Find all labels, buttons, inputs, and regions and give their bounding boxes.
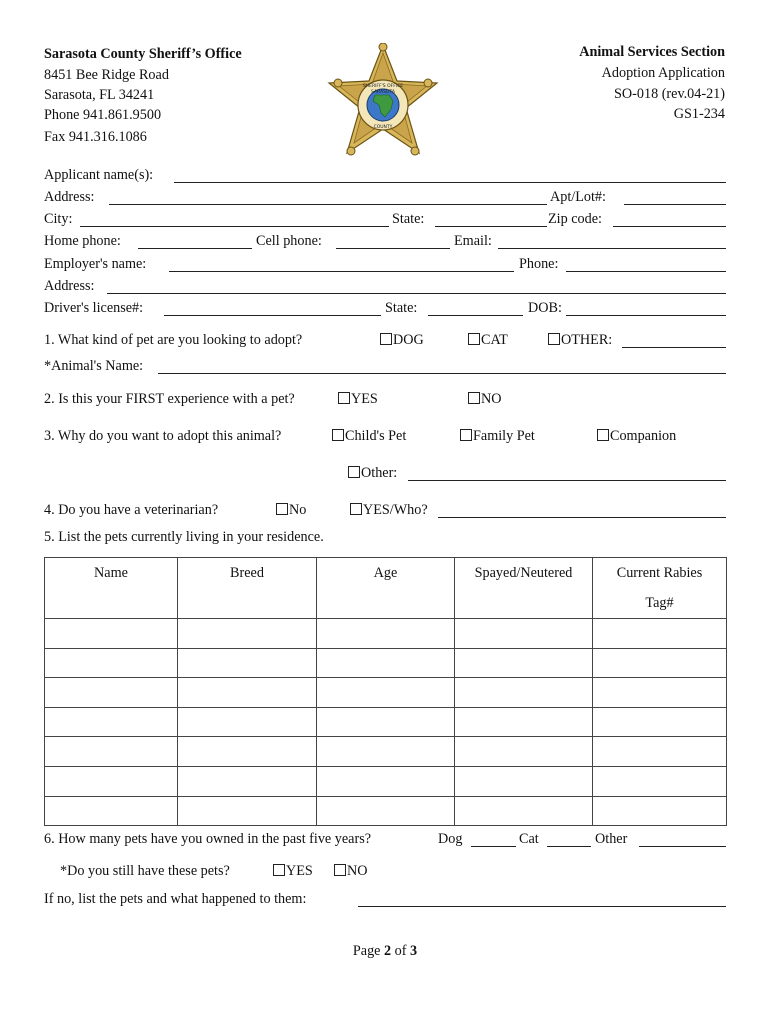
- table-cell[interactable]: [45, 737, 178, 767]
- q6-other-field[interactable]: [639, 846, 726, 847]
- page-total: 3: [410, 943, 418, 959]
- license-state-label: State:: [385, 300, 418, 316]
- table-cell[interactable]: [593, 707, 727, 737]
- q1-cat-label: CAT: [481, 332, 508, 348]
- table-cell[interactable]: [317, 737, 455, 767]
- q1-other-field[interactable]: [622, 347, 726, 348]
- table-cell[interactable]: [178, 737, 317, 767]
- q3-other-field[interactable]: [408, 480, 726, 481]
- table-cell[interactable]: [455, 619, 593, 649]
- table-row: [45, 796, 727, 826]
- table-cell[interactable]: [178, 648, 317, 678]
- applicant-name-label: Applicant name(s):: [44, 167, 154, 183]
- checkbox[interactable]: [276, 503, 288, 515]
- q2-no-option[interactable]: [468, 391, 502, 408]
- q4-no-label: No: [289, 502, 307, 518]
- applicant-name-field[interactable]: [174, 182, 726, 183]
- license-state-field[interactable]: [428, 315, 523, 316]
- q1-dog-label: DOG: [393, 332, 424, 348]
- q4-vet-field[interactable]: [438, 517, 726, 518]
- employer-address-field[interactable]: [107, 293, 726, 294]
- badge-text-mid: SARASOTA: [371, 90, 395, 95]
- checkbox[interactable]: [332, 429, 344, 441]
- table-cell[interactable]: [178, 707, 317, 737]
- page-of: of: [391, 943, 411, 959]
- table-cell[interactable]: [45, 648, 178, 678]
- q6-yes-label: YES: [286, 863, 313, 879]
- city-label: City:: [44, 211, 73, 227]
- table-cell[interactable]: [178, 796, 317, 826]
- q2-label: 2. Is this your FIRST experience with a pet?: [44, 391, 295, 407]
- city-field[interactable]: [80, 226, 389, 227]
- table-cell[interactable]: [178, 678, 317, 708]
- license-label: Driver's license#:: [44, 300, 144, 316]
- org-address: 8451 Bee Ridge Road: [44, 67, 169, 83]
- table-row: [45, 766, 727, 796]
- table-cell[interactable]: [455, 737, 593, 767]
- table-cell[interactable]: [593, 619, 727, 649]
- q3-child-label: Child's Pet: [345, 428, 407, 444]
- address-field[interactable]: [109, 204, 547, 205]
- q6-cat-field[interactable]: [547, 846, 591, 847]
- table-cell[interactable]: [317, 648, 455, 678]
- q3-companion-label: Companion: [610, 428, 677, 444]
- checkbox[interactable]: [468, 392, 480, 404]
- table-cell[interactable]: [178, 766, 317, 796]
- q6-no-option[interactable]: [334, 863, 368, 880]
- column-header-spayed: Spayed/Neutered: [455, 558, 593, 619]
- q3-child-option[interactable]: [332, 428, 406, 445]
- table-cell[interactable]: [45, 678, 178, 708]
- home-phone-label: Home phone:: [44, 233, 121, 249]
- column-header-name: Name: [45, 558, 178, 619]
- form-title: Adoption Application: [601, 65, 725, 81]
- q2-no-label: NO: [481, 391, 502, 407]
- table-row: [45, 707, 727, 737]
- email-label: Email:: [454, 233, 492, 249]
- q4-no-option[interactable]: [276, 502, 306, 519]
- q6-dog-field[interactable]: [471, 846, 516, 847]
- zip-field[interactable]: [613, 226, 726, 227]
- table-cell[interactable]: [45, 707, 178, 737]
- column-header-rabies: [593, 558, 727, 619]
- state-field[interactable]: [435, 226, 547, 227]
- column-header-age: Age: [317, 558, 455, 619]
- sheriff-star-badge: [323, 43, 443, 159]
- table-row: [45, 648, 727, 678]
- checkbox[interactable]: [338, 392, 350, 404]
- checkbox[interactable]: [460, 429, 472, 441]
- table-cell[interactable]: [455, 678, 593, 708]
- employer-field[interactable]: [169, 271, 514, 272]
- checkbox[interactable]: [548, 333, 560, 345]
- page-prefix: Page: [352, 943, 385, 959]
- employer-label: Employer's name:: [44, 256, 147, 272]
- q6-ifno-field[interactable]: [358, 906, 726, 907]
- table-cell[interactable]: [593, 796, 727, 826]
- q3-companion-option[interactable]: [597, 428, 676, 445]
- q4-yes-option[interactable]: [350, 502, 428, 519]
- checkbox[interactable]: [350, 503, 362, 515]
- org-city: Sarasota, FL 34241: [44, 87, 155, 103]
- checkbox[interactable]: [468, 333, 480, 345]
- animal-name-label: *Animal's Name:: [44, 358, 144, 374]
- employer-phone-label: Phone:: [519, 256, 559, 272]
- cell-phone-field[interactable]: [336, 248, 450, 249]
- gs-code: GS1-234: [673, 106, 725, 122]
- table-cell[interactable]: [455, 766, 593, 796]
- checkbox[interactable]: [334, 864, 346, 876]
- section-title: Animal Services Section: [579, 44, 725, 60]
- q3-family-label: Family Pet: [473, 428, 535, 444]
- q3-family-option[interactable]: [460, 428, 535, 445]
- badge-text-bottom: COUNTY: [373, 125, 393, 130]
- q1-label: 1. What kind of pet are you looking to adopt?: [44, 332, 303, 348]
- table-cell[interactable]: [45, 619, 178, 649]
- org-phone: Phone 941.861.9500: [44, 107, 162, 123]
- q6-yes-option[interactable]: [273, 863, 313, 880]
- state-label: State:: [392, 211, 425, 227]
- q1-dog-option[interactable]: [380, 332, 424, 349]
- table-row: [45, 678, 727, 708]
- zip-label: Zip code:: [548, 211, 602, 227]
- form-number: SO-018 (rev.04-21): [614, 86, 725, 102]
- dob-label: DOB:: [528, 300, 562, 316]
- table-cell[interactable]: [455, 707, 593, 737]
- org-name: Sarasota County Sheriff’s Office: [44, 46, 242, 62]
- license-field[interactable]: [164, 315, 381, 316]
- q6-ifno-label: If no, list the pets and what happened to them:: [44, 891, 307, 907]
- q1-other-label: OTHER:: [561, 332, 613, 348]
- employer-phone-field[interactable]: [566, 271, 726, 272]
- table-cell[interactable]: [317, 796, 455, 826]
- table-cell[interactable]: [593, 737, 727, 767]
- q1-other-option[interactable]: [548, 332, 612, 349]
- column-header-rabies-text: Current Rabies Tag#: [616, 565, 703, 611]
- column-header-breed: Breed: [178, 558, 317, 619]
- q6-other-label: Other: [595, 831, 628, 847]
- q6-dog-label: Dog: [438, 831, 463, 847]
- table-row: [45, 737, 727, 767]
- employer-address-label: Address:: [44, 278, 95, 294]
- q6-cat-label: Cat: [519, 831, 539, 847]
- animal-name-field[interactable]: [158, 373, 726, 374]
- table-cell[interactable]: [593, 678, 727, 708]
- org-fax: Fax 941.316.1086: [44, 129, 147, 145]
- q5-label: 5. List the pets currently living in your residence.: [44, 529, 324, 545]
- q4-label: 4. Do you have a veterinarian?: [44, 502, 219, 518]
- table-cell[interactable]: [593, 766, 727, 796]
- table-cell[interactable]: [317, 766, 455, 796]
- apt-field[interactable]: [624, 204, 726, 205]
- table-cell[interactable]: [455, 648, 593, 678]
- table-row: [45, 619, 727, 649]
- address-label: Address:: [44, 189, 95, 205]
- q1-cat-option[interactable]: [468, 332, 508, 349]
- q3-other-option[interactable]: [348, 465, 397, 482]
- table-cell[interactable]: [593, 648, 727, 678]
- q3-label: 3. Why do you want to adopt this animal?: [44, 428, 282, 444]
- q2-yes-label: YES: [351, 391, 378, 407]
- table-cell[interactable]: [317, 619, 455, 649]
- q4-yes-label: YES/Who?: [363, 502, 428, 518]
- checkbox[interactable]: [273, 864, 285, 876]
- checkbox[interactable]: [380, 333, 392, 345]
- email-field[interactable]: [498, 248, 726, 249]
- q6-no-label: NO: [347, 863, 368, 879]
- apt-label: Apt/Lot#:: [550, 189, 606, 205]
- page-current: 2: [384, 943, 392, 959]
- q3-other-label: Other:: [361, 465, 398, 481]
- table-cell[interactable]: [317, 678, 455, 708]
- checkbox[interactable]: [597, 429, 609, 441]
- checkbox[interactable]: [348, 466, 360, 478]
- dob-field[interactable]: [566, 315, 726, 316]
- page-number: [0, 943, 770, 960]
- q6-label: 6. How many pets have you owned in the past five years?: [44, 831, 372, 847]
- table-cell[interactable]: [317, 707, 455, 737]
- q6-still-label: *Do you still have these pets?: [60, 863, 230, 879]
- pets-table: [44, 557, 727, 826]
- pets-table-header: [45, 558, 727, 619]
- table-cell[interactable]: [455, 796, 593, 826]
- table-cell[interactable]: [178, 619, 317, 649]
- q2-yes-option[interactable]: [338, 391, 378, 408]
- home-phone-field[interactable]: [138, 248, 252, 249]
- badge-text-top: SHERIFF'S OFFICE: [362, 84, 404, 89]
- table-cell[interactable]: [45, 766, 178, 796]
- cell-phone-label: Cell phone:: [256, 233, 322, 249]
- table-cell[interactable]: [45, 796, 178, 826]
